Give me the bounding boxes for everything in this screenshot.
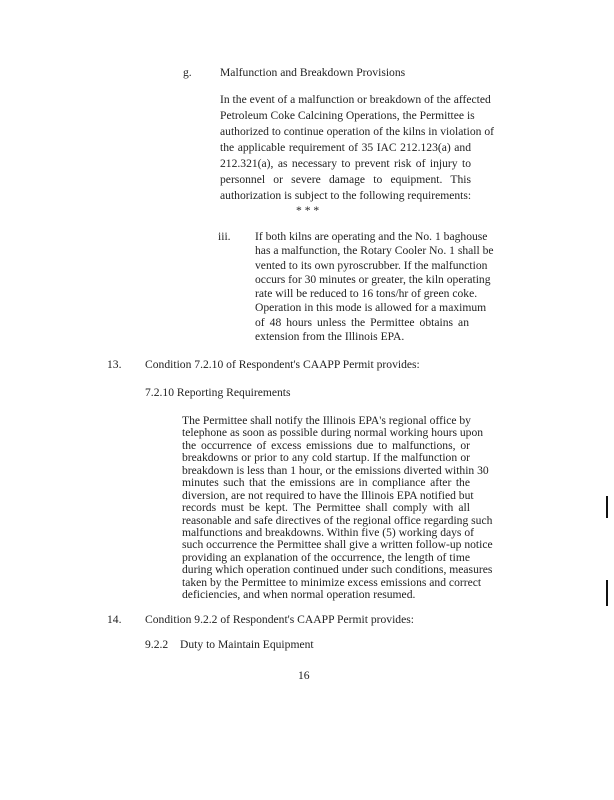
text-line: deficiencies, and when normal operation resumed. xyxy=(182,588,416,602)
text-line: such occurrence the Permittee shall give a written follow-up notice xyxy=(182,538,493,552)
item-13-text: Condition 7.2.10 of Respondent's CAAPP Permit provides: xyxy=(145,358,420,371)
text-line: diversion, are not required to have the Illinois EPA notified but xyxy=(182,488,474,502)
section-g-paragraph xyxy=(220,92,494,204)
text-line: taken by the Permittee to minimize excess emissions and correct xyxy=(182,575,482,589)
text-line: The Permittee shall notify the Illinois EPA's regional office by xyxy=(182,414,471,427)
text-line: records must be kept. The Permittee shall comply with all xyxy=(182,501,470,515)
text-line: has a malfunction, the Rotary Cooler No. 1 shall be xyxy=(255,244,494,258)
text-line: 212.321(a), as necessary to prevent risk of injury to xyxy=(220,157,471,170)
text-line: breakdowns or prior to any cold startup. If the malfunction or xyxy=(182,451,470,465)
text-line: personnel or severe damage to equipment. This xyxy=(220,173,471,186)
item-14-number: 14. xyxy=(107,613,122,626)
text-line: providing an explanation of the occurrence, the length of time xyxy=(182,550,470,564)
scan-artifact xyxy=(606,580,608,606)
item-14-sub-number: 9.2.2 xyxy=(145,638,169,651)
item-13-subheading: 7.2.10 Reporting Requirements xyxy=(145,386,291,399)
text-line: of 48 hours unless the Permittee obtains an xyxy=(255,315,469,329)
text-line: Operation in this mode is allowed for a maximum xyxy=(255,301,487,315)
item-14-text: Condition 9.2.2 of Respondent's CAAPP Permit provides: xyxy=(145,613,414,626)
ellipsis: * * * xyxy=(296,204,320,217)
text-line: during which operation continued under such conditions, measures xyxy=(182,563,493,577)
section-g-heading: Malfunction and Breakdown Provisions xyxy=(220,66,406,79)
page-number: 16 xyxy=(298,669,310,682)
text-line: authorized to continue operation of the kilns in violation of xyxy=(220,125,494,138)
text-line: minutes such that the emissions are in compliance after the xyxy=(182,476,470,490)
text-line: rate will be reduced to 16 tons/hr of green coke. xyxy=(255,287,478,301)
text-line: the occurrence of excess emissions due to malfunctions, or xyxy=(182,438,470,452)
text-line: extension from the Illinois EPA. xyxy=(255,330,405,344)
item-13-number: 13. xyxy=(107,358,122,371)
text-line: reasonable and safe directives of the regional office regarding such xyxy=(182,513,493,527)
text-line: In the event of a malfunction or breakdown of the affected xyxy=(220,93,491,106)
text-line: the applicable requirement of 35 IAC 212.123(a) and xyxy=(220,141,471,154)
item-14-subheading: Duty to Maintain Equipment xyxy=(180,638,314,651)
text-line: occurs for 30 minutes or greater, the kiln operating xyxy=(255,272,491,286)
text-line: vented to its own pyroscrubber. If the malfunction xyxy=(255,258,488,272)
item-iii-label: iii. xyxy=(218,230,231,243)
section-g-label: g. xyxy=(183,66,192,79)
text-line: Petroleum Coke Calcining Operations, the Permittee is xyxy=(220,109,475,122)
text-line: breakdown is less than 1 hour, or the emissions diverted within 30 xyxy=(182,463,489,477)
text-line: authorization is subject to the following requirements: xyxy=(220,189,472,202)
item-13-paragraph xyxy=(182,414,493,602)
item-iii-paragraph xyxy=(255,230,494,344)
text-line: telephone as soon as possible during normal working hours upon xyxy=(182,426,484,440)
scan-artifact xyxy=(606,496,608,518)
text-line: malfunctions and breakdowns. Within five (5) working days of xyxy=(182,525,475,539)
text-line: If both kilns are operating and the No. 1 baghouse xyxy=(255,230,488,243)
